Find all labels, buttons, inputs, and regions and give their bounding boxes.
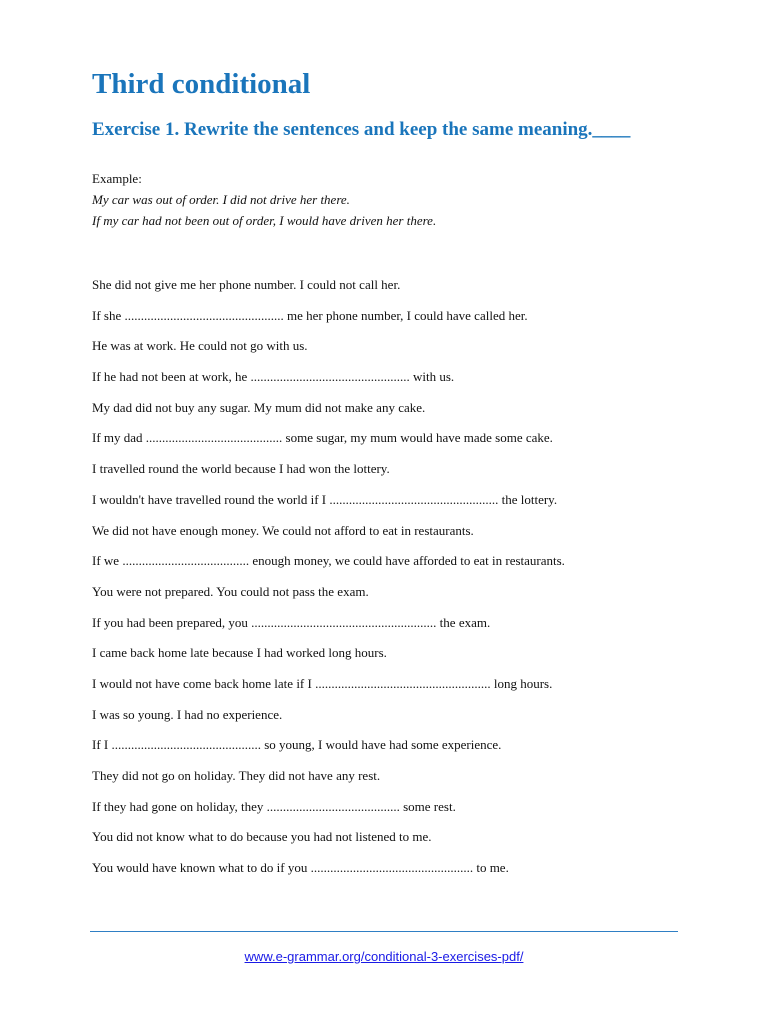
example-block — [92, 168, 436, 231]
exercise-sentence: If she ................................................. me her phone number, I could have called her. — [92, 307, 528, 323]
exercise-sentence: If you had been prepared, you ......................................................... the exam. — [92, 614, 491, 630]
exercise-sentence: If I .............................................. so young, I would have had some experience. — [92, 737, 502, 753]
exercise-sentence: I came back home late because I had worked long hours. — [92, 645, 387, 661]
example-rewritten-sentence: If my car had not been out of order, I would have driven her there. — [92, 213, 437, 228]
example-label: Example: — [92, 171, 142, 186]
exercise-sentence: If they had gone on holiday, they ......................................... some rest. — [92, 798, 456, 814]
exercise-sentence: If we ....................................... enough money, we could have afforded to eat in restaurants. — [92, 553, 565, 569]
exercise-sentence: He was at work. He could not go with us. — [92, 338, 308, 354]
exercise-sentence: You were not prepared. You could not pass the exam. — [92, 583, 369, 599]
exercise-sentence: They did not go on holiday. They did not have any rest. — [92, 768, 381, 783]
exercise-sentence: I travelled round the world because I had won the lottery. — [92, 461, 390, 477]
exercise-sentence: If my dad .......................................... some sugar, my mum would have made some cake. — [92, 430, 553, 446]
exercise-sentence: My dad did not buy any sugar. My mum did not make any cake. — [92, 399, 426, 415]
exercise-sentence: If he had not been at work, he ................................................. with us. — [92, 369, 455, 385]
exercise-sentence: She did not give me her phone number. I could not call her. — [92, 277, 401, 292]
exercise-sentence: I was so young. I had no experience. — [92, 706, 283, 722]
exercise-sentence: You would have known what to do if you .................................................. to me. — [92, 860, 509, 876]
exercise-sentence-list — [92, 274, 732, 888]
exercise-sentence: I would not have come back home late if I ...................................................... long hours. — [92, 675, 553, 691]
exercise-sentence: We did not have enough money. We could not afford to eat in restaurants. — [92, 522, 474, 538]
exercise-heading: Exercise 1. Rewrite the sentences and keep the same meaning.____ — [92, 119, 631, 140]
example-original-sentence: My car was out of order. I did not drive her there. — [92, 192, 350, 207]
page-title: Third conditional — [92, 68, 311, 100]
exercise-sentence: I wouldn't have travelled round the world if I .................................................... the lottery. — [92, 491, 558, 507]
footer-link[interactable]: www.e-grammar.org/conditional-3-exercises-pdf/ — [244, 949, 524, 964]
exercise-sentence: You did not know what to do because you had not listened to me. — [92, 829, 432, 845]
footer-divider — [90, 931, 678, 932]
